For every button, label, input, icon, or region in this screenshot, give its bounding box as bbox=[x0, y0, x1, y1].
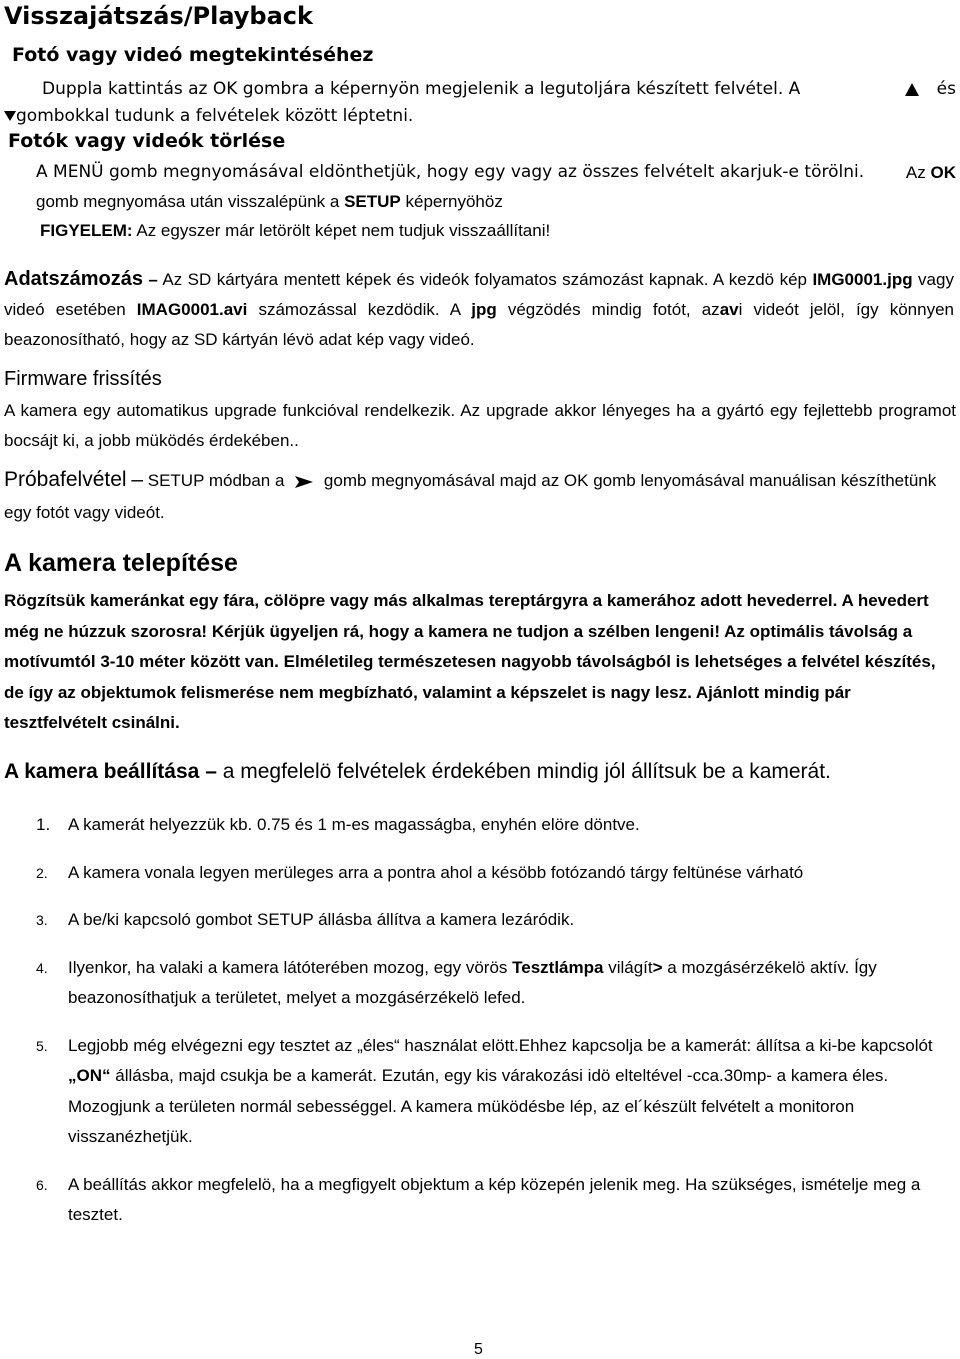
test-t1: SETUP módban a bbox=[147, 471, 285, 490]
list-item bbox=[30, 810, 950, 841]
firmware-heading: Firmware frissítés bbox=[4, 368, 162, 390]
delete-heading: Fotók vagy videók törlése bbox=[8, 130, 286, 152]
step-text: a mozgásérzékelö aktív. Így beazonosíthatjuk a területet, melyet a mozgásérzékelö lefed. bbox=[68, 957, 877, 1007]
step-text: A kamerát helyezzük kb. 0.75 és 1 m-es magasságba, enyhén elöre döntve. bbox=[68, 815, 640, 834]
setup-heading-line bbox=[4, 760, 831, 784]
delete-az: Az bbox=[905, 163, 926, 182]
view-line2: gombokkal tudunk a felvételek között léptetni. bbox=[16, 106, 414, 126]
numbering-t1: Az SD kártyára mentett képek és videók folyamatos számozást kapnak. A kezdö kép bbox=[162, 270, 807, 289]
view-paragraph bbox=[4, 76, 956, 130]
arrow-right-icon bbox=[295, 476, 313, 488]
triangle-down-icon bbox=[4, 111, 16, 121]
steps-list bbox=[30, 810, 950, 1248]
setup-dash: – bbox=[205, 760, 217, 783]
warning-text: Az egyszer már letörölt képet nem tudjuk visszaállítani! bbox=[136, 221, 551, 240]
step-text: világít bbox=[608, 957, 653, 977]
step-text: A beállítás akkor megfelelö, ha a megfigyelt objektum a kép közepén jelenik meg. Ha szükséges, ismételje meg a tesztet. bbox=[68, 1174, 921, 1224]
install-heading: A kamera telepítése bbox=[4, 549, 238, 577]
numbering-jpg: jpg bbox=[471, 300, 497, 319]
delete-ok: OK bbox=[930, 163, 956, 182]
view-line1: Duppla kattintás az OK gombra a képernyön megjelenik a legutoljára készített felvétel. A bbox=[42, 79, 801, 99]
step-text: Legjobb még elvégezni egy tesztet az „éles“ használat elött.Ehhez kapcsolja be a kamerát: állítsa a ki-be kapcsolót bbox=[68, 1035, 933, 1055]
view-and: és bbox=[936, 79, 956, 99]
test-dash: – bbox=[131, 468, 143, 491]
warning-label: FIGYELEM: bbox=[40, 221, 133, 240]
step-text: állásba, majd csukja be a kamerát. Ezután, egy kis várakozási idö elteltével -cca.30mp- a kamera éles. Mozogjunk a területen normál sebességgel. A kamera müködésbe lép, az el´készült felvételt a monitoron visszanézhetjük. bbox=[68, 1066, 889, 1146]
step-bold: > bbox=[652, 957, 663, 977]
test-t2: gomb megnyomásával majd az OK gomb lenyomásával manuálisan készíthetünk egy fotót vagy videót. bbox=[4, 471, 937, 522]
numbering-t3: számozással kezdödik. A bbox=[258, 300, 461, 319]
test-heading: Próbafelvétel bbox=[4, 468, 127, 491]
triangle-up-icon bbox=[905, 83, 919, 96]
step-text: A be/ki kapcsoló gombot SETUP állásba állítva a kamera lezáródik. bbox=[68, 910, 575, 929]
numbering-t5: i videót jelöl, így könnyen beazonosítható, hogy az SD kártyán lévö adat kép vagy videó. bbox=[4, 300, 954, 349]
step-text: Ilyenkor, ha valaki a kamera látóterében mozog, egy vörös bbox=[68, 957, 508, 977]
delete-line2a: gomb megnyomása után visszalépünk a bbox=[36, 192, 340, 211]
setup-heading: A kamera beállítása bbox=[4, 760, 200, 783]
step-number: 6. bbox=[36, 1176, 48, 1193]
page-title: Visszajátszás/Playback bbox=[4, 2, 313, 30]
setup-text: a megfelelö felvételek érdekében mindig jól állítsuk be a kamerát. bbox=[222, 760, 831, 783]
step-number: 4. bbox=[36, 959, 48, 976]
page-number: 5 bbox=[474, 1341, 483, 1358]
list-item bbox=[30, 1170, 950, 1231]
numbering-t2: vagy videó esetében bbox=[4, 270, 954, 319]
list-item bbox=[30, 1031, 950, 1153]
delete-line2b: képernyöhöz bbox=[405, 192, 503, 211]
numbering-heading: Adatszámozás bbox=[4, 268, 143, 290]
numbering-imag: IMAG0001.avi bbox=[136, 300, 248, 319]
numbering-avi: av bbox=[719, 300, 739, 319]
list-item bbox=[30, 953, 950, 1014]
firmware-text: A kamera egy automatikus upgrade funkcióval rendelkezik. Az upgrade akkor lényeges ha a gyártó egy fejlettebb programot bocsájt ki, a jobb müködés érdekében.. bbox=[4, 401, 956, 450]
numbering-paragraph bbox=[4, 264, 954, 355]
test-paragraph bbox=[4, 464, 956, 529]
delete-line1: A MENÜ gomb megnyomásával eldönthetjük, hogy egy vagy az összes felvételt akarjuk-e törölni. bbox=[36, 162, 865, 182]
step-bold: „ON“ bbox=[68, 1066, 111, 1085]
delete-paragraph bbox=[4, 158, 956, 245]
numbering-dash: – bbox=[148, 270, 158, 289]
list-item bbox=[30, 858, 950, 889]
step-number: 2. bbox=[36, 864, 48, 881]
list-item bbox=[30, 905, 950, 936]
step-bold: Tesztlámpa bbox=[512, 957, 604, 977]
view-heading: Fotó vagy videó megtekintéséhez bbox=[12, 44, 374, 66]
step-text: A kamera vonala legyen merüleges arra a pontra ahol a késöbb fotózandó tárgy feltünése várható bbox=[68, 862, 804, 882]
step-number: 3. bbox=[36, 912, 48, 928]
step-number: 1. bbox=[36, 815, 51, 834]
delete-setup: SETUP bbox=[344, 192, 401, 211]
numbering-t4: végzödés mindig fotót, az bbox=[507, 300, 720, 319]
numbering-img: IMG0001.jpg bbox=[812, 270, 913, 289]
install-text: Rögzítsük kameránkat egy fára, cölöpre vagy más alkalmas tereptárgyra a kamerához adott hevederrel. A hevedert még ne húzzuk szorosra! Kérjük ügyeljen rá, hogy a kamera ne tudjon a szélben lengeni! Az optimális távolság a motívumtól 3-10 méter között van. Elméletileg természetesen nagyobb távolságból is lehetséges a felvétel készítés, de így az objektumok felismerése nem megbízható, valamint a képszelet is nagy lesz. Ajánlott mindig pár tesztfelvételt csinálni. bbox=[4, 591, 936, 732]
step-number: 5. bbox=[36, 1037, 48, 1054]
